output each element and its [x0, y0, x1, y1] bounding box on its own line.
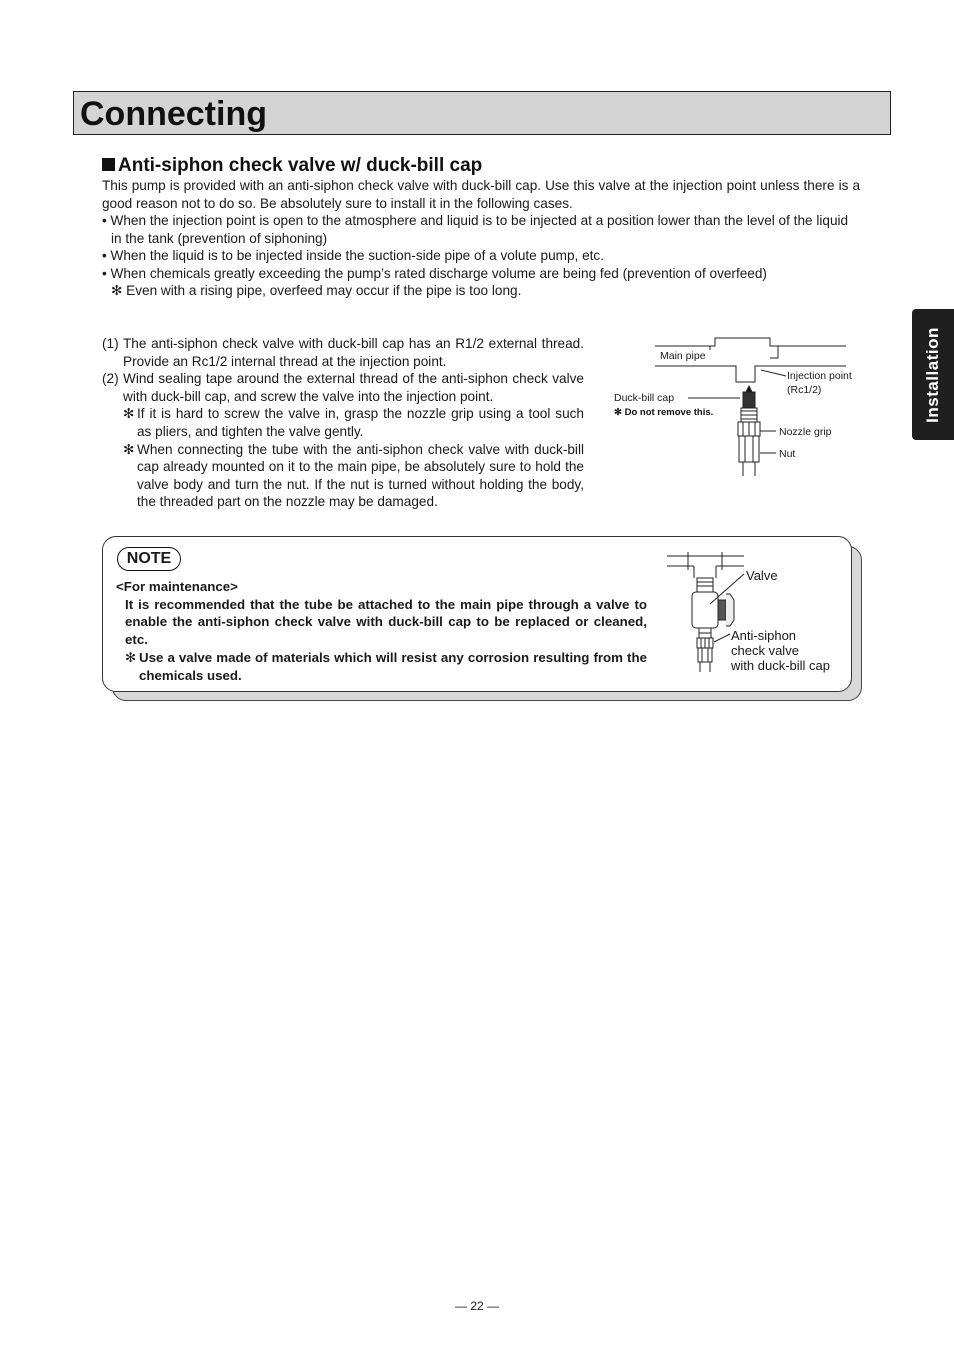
label-check-valve-2: check valve: [731, 643, 799, 658]
page-number: — 22 —: [454, 1299, 499, 1313]
step-item: [102, 335, 584, 370]
injection-point-diagram: [600, 330, 870, 490]
bullet-item: • When chemicals greatly exceeding the pump’s rated discharge volume are being fed (prevention of overfeed): [102, 265, 767, 281]
label-check-valve-1: Anti-siphon: [731, 628, 797, 643]
section-heading-text: Anti-siphon check valve w/ duck-bill cap: [118, 155, 483, 176]
asterisk-icon: ✻: [123, 441, 135, 457]
label-valve: Valve: [746, 568, 778, 583]
step-text: Wind sealing tape around the external thread of the anti-siphon check valve with duck-bill cap, and screw the valve into the injection point.: [123, 371, 584, 404]
step-note: [102, 441, 584, 511]
bullet-item: • When the liquid is to be injected inside the suction-side pipe of a volute pump, etc.: [102, 248, 604, 264]
note-subheading: <For maintenance>: [116, 579, 238, 594]
note-badge: NOTE: [117, 547, 181, 571]
step-note: [102, 405, 584, 440]
note-body: It is recommended that the tube be attached to the main pipe through a valve to enable the anti-siphon check valve with duck-bill cap to be replaced or cleaned, etc.: [125, 596, 647, 648]
section-heading: [102, 155, 482, 177]
label-duck-bill-cap: Duck-bill cap: [614, 392, 675, 404]
square-bullet-icon: [102, 158, 115, 171]
label-injection-point: Injection point: [787, 370, 852, 382]
step-note-text: If it is hard to screw the valve in, grasp the nozzle grip using a tool such as pliers, and tighten the valve gently.: [137, 406, 584, 439]
note-asterisk-text: Use a valve made of materials which will resist any corrosion resulting from the chemicals used.: [139, 649, 647, 683]
title-bar: [73, 91, 891, 135]
label-do-not-remove: ✻ Do not remove this.: [614, 407, 714, 418]
label-main-pipe: Main pipe: [660, 350, 706, 362]
label-check-valve-3: with duck-bill cap: [731, 658, 830, 673]
bullet-note: ✻ Even with a rising pipe, overfeed may occur if the pipe is too long.: [111, 283, 522, 299]
side-tab-label: Installation: [923, 326, 942, 423]
step-text: The anti-siphon check valve with duck-bill cap has an R1/2 external thread. Provide an Rc1/2 internal thread at the injection point.: [123, 336, 584, 369]
step-number: (1): [102, 336, 119, 351]
intro-paragraph: This pump is provided with an anti-siphon check valve with duck-bill cap. Use this valve at the injection point unless there is a good reason not to do so. Be absolutely sure to install it in the following cases.: [102, 178, 860, 211]
valve-diagram: [664, 550, 850, 680]
bullet-item: • When the injection point is open to the atmosphere and liquid is to be injected at a position lower than the level of the liquid in the tank (prevention of siphoning): [102, 213, 849, 246]
label-injection-thread: (Rc1/2): [787, 384, 822, 396]
step-note-text: When connecting the tube with the anti-siphon check valve with duck-bill cap already mounted on it to the main pipe, be absolutely sure to hold the valve body and turn the nut. If the nut is turned without holding the body, the threaded part on the nozzle may be damaged.: [137, 441, 584, 510]
bullet-list: [102, 212, 860, 300]
page-title: Connecting: [80, 95, 267, 133]
note-text: [116, 578, 647, 684]
steps-list: [102, 335, 584, 511]
step-number: (2): [102, 371, 119, 387]
asterisk-icon: ✻: [123, 406, 135, 422]
side-tab-installation: [912, 309, 954, 440]
label-nut: Nut: [779, 448, 796, 460]
note-asterisk-line: [116, 649, 647, 684]
label-nozzle-grip: Nozzle grip: [779, 426, 832, 438]
step-item: [102, 370, 584, 405]
asterisk-icon: ✻: [125, 649, 137, 665]
